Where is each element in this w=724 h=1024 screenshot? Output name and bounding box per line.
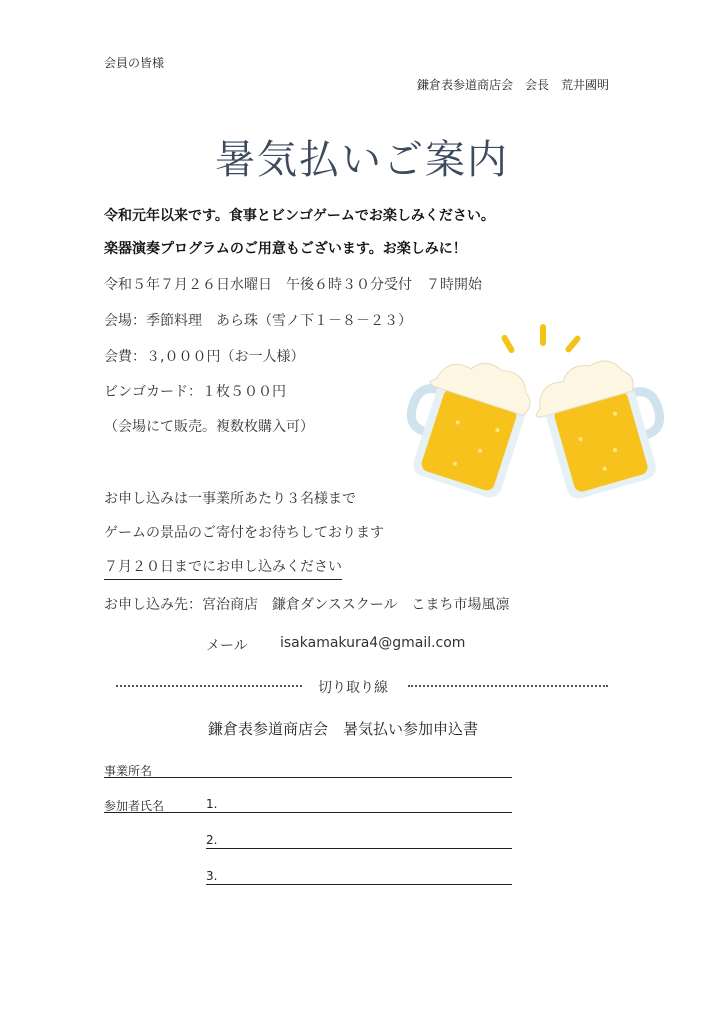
- cut-line-right: [408, 685, 608, 687]
- event-venue: 会場：季節料理 あら珠（雪ノ下１－８－２３）: [104, 313, 412, 329]
- bingo-card-note: （会場にて販売。複数枚購入可）: [104, 419, 314, 435]
- participant-row-3-field[interactable]: [206, 884, 512, 885]
- application-deadline: ７月２０日までにお申し込みください: [104, 556, 342, 580]
- participant-row-2-field[interactable]: [206, 848, 512, 849]
- spark-icon: [500, 324, 581, 354]
- cut-line-left: [116, 685, 302, 687]
- mail-label: メール: [206, 638, 248, 654]
- beer-mugs-cheers-icon: [405, 320, 670, 510]
- participant-row-3-number: 3.: [206, 869, 218, 883]
- office-name-field[interactable]: [104, 777, 512, 778]
- sender: 鎌倉表参道商店会 会長 荒井國明: [417, 78, 610, 92]
- intro-line-1: 令和元年以来です。食事とビンゴゲームでお楽しみください。: [104, 208, 495, 224]
- participant-row-1-number: 1.: [206, 797, 218, 811]
- form-title: 鎌倉表参道商店会 暑気払い参加申込書: [208, 720, 479, 738]
- beer-mug-right: [526, 348, 670, 504]
- prize-donation-note: ゲームの景品のご寄付をお待ちしております: [104, 525, 384, 541]
- application-contact: お申し込み先：宮治商店 鎌倉ダンススクール こまち市場風凛: [104, 597, 510, 613]
- participant-row-2-number: 2.: [206, 833, 218, 847]
- event-date: 令和５年７月２６日水曜日 午後６時３０分受付 ７時開始: [104, 277, 482, 293]
- page-title: 暑気払いご案内: [215, 137, 509, 183]
- office-name-label: 事業所名: [104, 764, 153, 778]
- intro-line-2: 楽器演奏プログラムのご用意もございます。お楽しみに！: [104, 241, 467, 257]
- participant-limit: お申し込みは一事業所あたり３名様まで: [104, 491, 356, 507]
- participants-label: 参加者氏名: [104, 799, 165, 813]
- cut-line-label: 切り取り線: [318, 680, 388, 696]
- addressee: 会員の皆様: [104, 56, 165, 70]
- event-fee: 会費：３,０００円（お一人様）: [104, 349, 305, 365]
- mail-address: isakamakura4@gmail.com: [280, 635, 466, 651]
- beer-mug-left: [405, 345, 538, 501]
- bingo-card-price: ビンゴカード：１枚５００円: [104, 384, 286, 400]
- participant-row-1-field[interactable]: [104, 812, 512, 813]
